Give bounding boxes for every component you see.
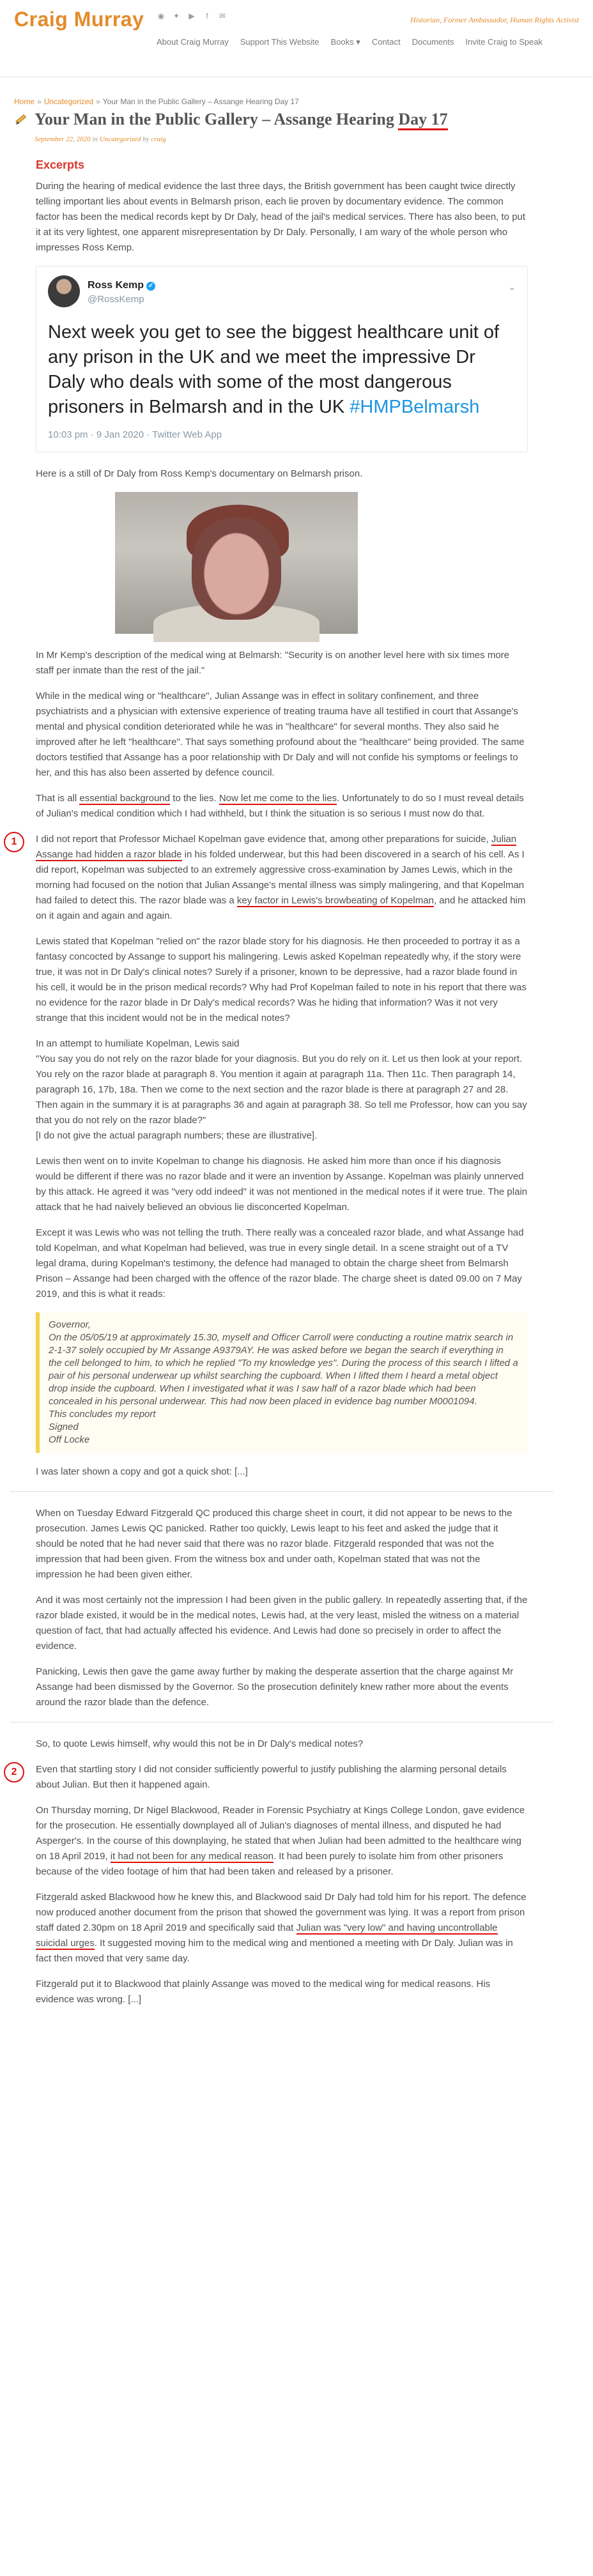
embedded-tweet[interactable]	[36, 266, 528, 452]
dr-daly-still-image	[115, 492, 358, 634]
nav-documents[interactable]: Documents	[412, 37, 454, 47]
paragraph: Fitzgerald put it to Blackwood that plainly Assange was moved to the medical wing for medical reasons. His evidence was wrong. [...]	[36, 1979, 491, 2005]
charge-sheet-quote: Governor, On the 05/05/19 at approximately 15.30, myself and Officer Carroll were conducting a routine matrix search in 2-1-37 solely occupied by Mr Assange A9379AY. He was asked before we began the search if everything in the cell belonged to him, to which he replied "To my knowledge yes". During the process of this search I lifted a pair of his personal underwear up whilst searching the cupboard. When I lifted them I heard a metal object drop inside the cupboard. When I investigated what it was I saw half of a razor blade which had been concealed in his personal underwear. This had now been placed in evidence bag number M0001094. This concludes my report Signed Off Locke	[36, 1312, 528, 1453]
paragraph: And it was most certainly not the impression I had been given in the public gallery. In repeatedly asserting that, if the razor blade existed, it would be in the medical notes, Lewis had, at the very least, misled the witness on a material question of fact, that had actually affected his evidence. And Lewis had done so precisely in order to affect the evidence.	[36, 1595, 528, 1652]
pencil-icon	[14, 112, 28, 126]
post-meta: September 22, 2020 in Uncategorized by craig	[35, 135, 166, 143]
tweet-author-name[interactable]: Ross Kemp ✓	[88, 278, 155, 293]
rss-icon[interactable]: ◉	[157, 12, 165, 20]
annotation-underline: Julian was "very low" and having uncontrollable suicidal urges	[36, 1922, 498, 1949]
post-title: Your Man in the Public Gallery – Assange Hearing Day 17	[35, 110, 448, 129]
annotation-marker-2: 2	[4, 1762, 24, 1782]
paragraph: While in the medical wing or "healthcare", Julian Assange was in effect in solitary confinement, and three psychiatrists and a physician with extensive experience of treating trauma have all testified in court that Assange's mental and physical condition deteriorated while he was in "healthcare" for several months. They also said he improved after he left "healthcare". That says something profound about the "healthcare" being provided. The same doctors testified that Assange has a poor relationship with Dr Daly and will not confide his symptoms or feelings to her, and this has also been asserted by defence council.	[36, 691, 525, 778]
excerpts-heading: Excerpts	[36, 158, 85, 171]
verified-icon: ✓	[146, 282, 155, 291]
nav-invite[interactable]: Invite Craig to Speak	[465, 37, 543, 47]
annotation-marker-1: 1	[4, 832, 24, 852]
mail-icon[interactable]: ✉	[219, 12, 226, 20]
post-content	[11, 153, 528, 2018]
post-title-day: Day 17	[398, 110, 447, 130]
paragraph: That is all essential background to the lies. Now let me come to the lies. Unfortunately to do so I must reveal details of Julian's medical condition which I had withheld, but I think the situation is so serious I must now do that.	[36, 793, 524, 819]
post-date: September 22, 2020	[35, 135, 91, 143]
nav-books[interactable]: Books ▾	[330, 37, 360, 47]
annotation-underline: key factor in Lewis's browbeating of Kopelman	[236, 895, 434, 906]
site-title[interactable]: Craig Murray	[14, 8, 144, 31]
youtube-icon[interactable]: ▶	[189, 12, 195, 20]
paragraph: I did not report that Professor Michael Kopelman gave evidence that, among other preparations for suicide, Julian Assange had hidden a razor blade in his folded underwear, but this had been discovered in a search of his cell. As I did report, Kopelman was subjected to an extremely aggressive cross-examination by James Lewis, which in the morning had focused on the notion that Julian Assange's mental illness was simply malingering, and that Kopelman had failed to detect this. The razor blade was a key factor in Lewis's browbeating of Kopelman, and he attacked him on it again and again and again.	[36, 834, 526, 921]
social-icons	[157, 12, 227, 20]
post-author-link[interactable]: craig	[151, 135, 166, 143]
tweet-timestamp[interactable]: 10:03 pm · 9 Jan 2020 · Twitter Web App	[48, 429, 222, 440]
annotation-underline: Julian Assange had hidden a razor blade	[36, 834, 517, 860]
tweet-avatar[interactable]	[48, 275, 80, 307]
nav-support[interactable]: Support This Website	[240, 37, 320, 47]
paragraph: I was later shown a copy and got a quick shot: [...]	[36, 1466, 248, 1477]
paragraph: Fitzgerald asked Blackwood how he knew this, and Blackwood said Dr Daly had told him for his report. The defence now produced another document from the prison that showed the government was lying. It was a report from prison staff dated 2.30pm on 18 April 2019 and specifically said that Julian was "very low" and having uncontrollable suicidal urges. It suggested moving him to the medical wing and mentioned a meeting with Dr Daly. Julian was in fact then moved that very same day.	[36, 1892, 527, 1964]
facebook-icon[interactable]: f	[206, 12, 208, 20]
nav-about[interactable]: About Craig Murray	[157, 37, 229, 47]
paragraph: Here is a still of Dr Daly from Ross Kemp's documentary on Belmarsh prison.	[36, 468, 363, 479]
tweet-hashtag[interactable]: #HMPBelmarsh	[350, 397, 480, 417]
post-category-link[interactable]: Uncategorized	[99, 135, 141, 143]
breadcrumb: Home » Uncategorized » Your Man in the Public Gallery – Assange Hearing Day 17	[14, 97, 299, 106]
nav-contact[interactable]: Contact	[371, 37, 401, 47]
paragraph: So, to quote Lewis himself, why would this not be in Dr Daly's medical notes?	[36, 1738, 364, 1749]
paragraph: When on Tuesday Edward Fitzgerald QC produced this charge sheet in court, it did not appear to be news to the prosecution. James Lewis QC panicked. Rather too quickly, Lewis leapt to his feet and asked the judge that it should be noted that he had never said that there was no razor blade. Fitzgerald responded that was not the impression that had been given. From the witness box and under oath, Kopelman stated that was not the impression he had been given either.	[36, 1508, 512, 1580]
paragraph: On Thursday morning, Dr Nigel Blackwood, Reader in Forensic Psychiatry at Kings College London, gave evidence for the prosecution. He essentially downplayed all of Julian's diagnoses of mental illness, and disputed he had Asperger's. In the course of this downplaying, he stated that when Julian had been admitted to the healthcare wing on 18 April 2019, it had not been for any medical reason. It had been purely to isolate him from other prisoners because of the video footage of him that had been taken and released by a prisoner.	[36, 1805, 525, 1877]
twitter-icon[interactable]: ✦	[173, 12, 180, 20]
divider	[10, 1491, 553, 1492]
breadcrumb-category[interactable]: Uncategorized	[43, 97, 94, 106]
breadcrumb-current: Your Man in the Public Gallery – Assange Hearing Day 17	[102, 97, 299, 106]
chevron-down-icon[interactable]: ⌄	[508, 282, 516, 292]
paragraph: In an attempt to humiliate Kopelman, Lewis said "You say you do not rely on the razor blade for your diagnosis. But you do rely on it. Let us then look at your report. You rely on the razor blade at paragraph 8. You mention it again at paragraph 11a. Then 11c. Then paragraph 14, paragraph 16, 17b, 18a. Then we come to the next section and the razor blade is there at paragraph 27 and 28. Then again in the summary it is at paragraphs 36 and again at paragraph 38. So tell me Professor, how can you say that you do not rely on the razor blade?" [I do not give the actual paragraph numbers; these are illustrative].	[36, 1038, 527, 1141]
main-nav	[157, 37, 543, 47]
site-tagline: Historian, Former Ambassador, Human Rights Activist	[410, 15, 579, 24]
paragraph: Lewis stated that Kopelman "relied on" the razor blade story for his diagnosis. He then proceeded to portray it as a fantasy concocted by Assange to support his malingering. Lewis asked Kopelman repeatedly why, if the story were true, it was not in Dr Daly's clinical notes? Surely if a prisoner, known to be depressive, had a razor blade found in his cell, it would be in the prison medical records? Why had Prof Kopelman failed to note in his report that there was no evidence for the razor blade in Dr Daly's medical records? Was he hiding that information? Was it not very strange that this incident would not be in the medical notes?	[36, 936, 527, 1023]
annotation-underline: it had not been for any medical reason	[110, 1851, 273, 1862]
paragraph: Panicking, Lewis then gave the game away further by making the desperate assertion that the charge against Mr Assange had been dismissed by the Governor. So the prosecution definitely knew rather more about the events around the razor blade than the defence.	[36, 1666, 514, 1708]
paragraph: Except it was Lewis who was not telling the truth. There really was a concealed razor blade, and what Assange had told Kopelman, and what Kopelman had believed, was true in every single detail. In a scene straight out of a TV legal drama, during Kopelman's testimony, the defence had managed to obtain the charge sheet from Belmarsh Prison – Assange had been charged with the offence of the razor blade. The charge sheet is dated 09.00 on 7 May 2019, and this is what it reads:	[36, 1227, 524, 1300]
site-header	[0, 0, 593, 77]
paragraph: In Mr Kemp's description of the medical wing at Belmarsh: "Security is on another level here with six times more staff per inmate than the rest of the jail."	[36, 650, 509, 676]
tweet-text: Next week you get to see the biggest healthcare unit of any prison in the UK and we meet the impressive Dr Daly who deals with some of the most dangerous prisoners in Belmarsh and in the UK #HMPBelmarsh	[48, 322, 500, 417]
annotation-underline: essential background	[79, 793, 171, 804]
paragraph: During the hearing of medical evidence the last three days, the British government has been caught twice directly telling important lies about events in Belmarsh prison, each lie proven by documentary evidence. The common factor has been the medical records kept by Dr Daly, head of the jail's medical services. There has also been, to put it at its very lightest, one apparent misrepresentation by Dr Daly. Personally, I am wary of the whole person who impresses Ross Kemp.	[36, 181, 526, 253]
breadcrumb-home[interactable]: Home	[14, 97, 35, 106]
annotation-underline: Now let me come to the lies	[219, 793, 337, 804]
paragraph: Even that startling story I did not consider sufficiently powerful to justify publishing the alarming personal details about Julian. But then it happened again.	[36, 1764, 507, 1790]
tweet-handle[interactable]: @RossKemp	[88, 294, 144, 305]
paragraph: Lewis then went on to invite Kopelman to change his diagnosis. He asked him more than once if his diagnosis would be different if there was no razor blade and it were an invention by Assange. Kopelman was plainly unnerved by this attack. He agreed it was "very odd indeed" it was not mentioned in the medical notes if it were true. The plain attack that he had naively believed an obvious lie disconcerted Kopelman.	[36, 1156, 528, 1213]
